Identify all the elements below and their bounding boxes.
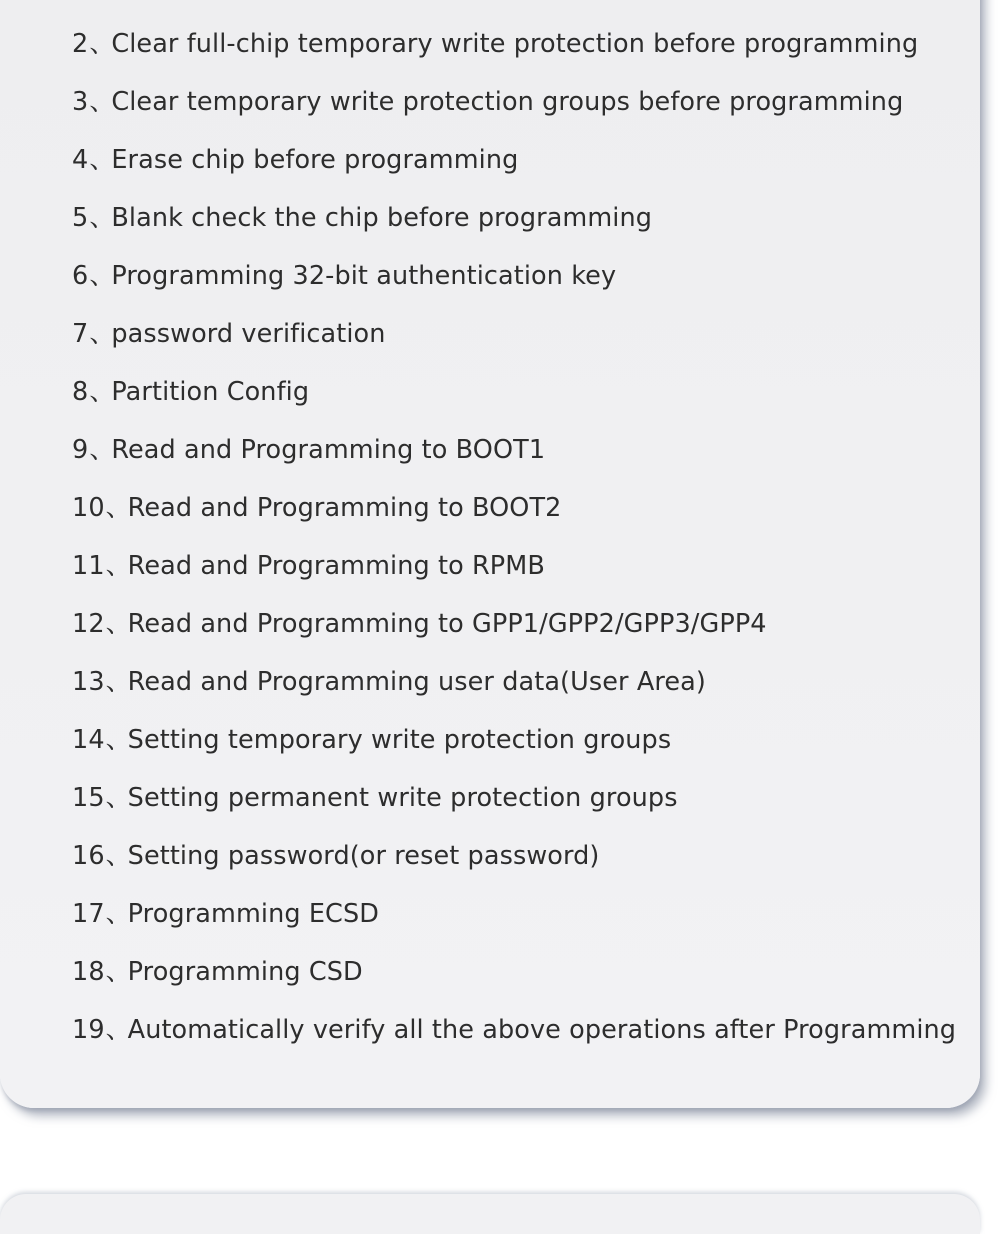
item-number: 11 xyxy=(72,551,105,581)
item-text: Automatically verify all the above operations after Programming xyxy=(127,1015,957,1045)
item-number: 8 xyxy=(72,377,89,407)
list-item xyxy=(72,87,904,117)
item-text: Read and Programming to BOOT2 xyxy=(127,493,562,523)
list-item xyxy=(72,551,545,581)
list-item xyxy=(72,29,919,59)
item-separator: 、 xyxy=(105,551,132,581)
item-text: Clear temporary write protection groups before programming xyxy=(111,87,904,117)
list-item xyxy=(72,319,386,349)
item-separator: 、 xyxy=(89,319,115,349)
item-number: 4 xyxy=(72,145,89,175)
item-number: 15 xyxy=(72,783,105,813)
item-text: Partition Config xyxy=(111,377,310,407)
list-item xyxy=(72,377,310,407)
item-text: Setting password(or reset password) xyxy=(127,841,600,871)
list-item xyxy=(72,957,363,987)
list-item xyxy=(72,261,617,291)
item-text: Blank check the chip before programming xyxy=(111,203,653,233)
item-number: 13 xyxy=(72,667,105,697)
list-item xyxy=(72,1015,957,1045)
item-number: 14 xyxy=(72,725,105,755)
item-number: 7 xyxy=(72,319,89,349)
item-separator: 、 xyxy=(105,725,132,755)
item-separator: 、 xyxy=(105,667,132,697)
list-item xyxy=(72,435,546,465)
item-separator: 、 xyxy=(105,957,132,987)
list-item xyxy=(72,899,379,929)
item-number: 2 xyxy=(72,29,89,59)
item-separator: 、 xyxy=(89,377,115,407)
list-item xyxy=(72,493,562,523)
item-separator: 、 xyxy=(89,203,115,233)
list-item xyxy=(72,725,672,755)
item-separator: 、 xyxy=(89,29,115,59)
item-text xyxy=(111,0,378,1)
item-number: 18 xyxy=(72,957,105,987)
list-item xyxy=(72,841,600,871)
item-number: 10 xyxy=(72,493,105,523)
item-number: 17 xyxy=(72,899,105,929)
list-item xyxy=(72,609,767,639)
item-separator: 、 xyxy=(89,435,115,465)
item-separator: 、 xyxy=(105,783,132,813)
next-card-edge xyxy=(0,1194,980,1234)
item-text: Programming ECSD xyxy=(127,899,379,929)
list-item xyxy=(72,667,706,697)
item-text: password verification xyxy=(111,319,386,349)
item-number xyxy=(72,0,88,1)
item-separator: 、 xyxy=(105,899,132,929)
item-separator: 、 xyxy=(89,87,115,117)
item-text: Read and Programming to RPMB xyxy=(127,551,545,581)
item-text: Programming CSD xyxy=(127,957,363,987)
list-item xyxy=(72,203,653,233)
item-number: 12 xyxy=(72,609,105,639)
item-separator: 、 xyxy=(105,493,132,523)
item-text: Programming 32-bit authentication key xyxy=(111,261,617,291)
item-text: Read and Programming to BOOT1 xyxy=(111,435,546,465)
item-separator: 、 xyxy=(89,145,115,175)
item-number: 16 xyxy=(72,841,105,871)
item-number: 9 xyxy=(72,435,89,465)
item-text: Setting permanent write protection groups xyxy=(127,783,678,813)
item-text: Read and Programming to GPP1/GPP2/GPP3/GPP4 xyxy=(127,609,767,639)
item-number: 3 xyxy=(72,87,89,117)
item-separator: 、 xyxy=(89,261,115,291)
item-separator: 、 xyxy=(105,609,132,639)
item-number: 6 xyxy=(72,261,89,291)
item-number: 5 xyxy=(72,203,89,233)
list-item xyxy=(72,145,519,175)
item-text: Erase chip before programming xyxy=(111,145,519,175)
item-separator: 、 xyxy=(105,1015,132,1045)
item-number: 19 xyxy=(72,1015,105,1045)
list-item xyxy=(72,783,678,813)
item-text: Clear full-chip temporary write protection before programming xyxy=(111,29,919,59)
item-separator: 、 xyxy=(105,841,132,871)
item-text: Read and Programming user data(User Area) xyxy=(127,667,706,697)
item-text: Setting temporary write protection groups xyxy=(127,725,672,755)
